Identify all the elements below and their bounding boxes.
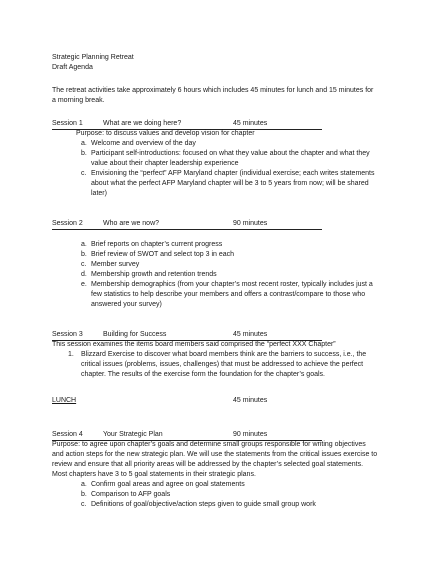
- session-purpose: Purpose: to agree upon chapter’s goals and determine small groups responsible for writing objectives: [52, 441, 366, 448]
- item-marker: b.: [81, 251, 87, 258]
- session-purpose: review and ensure that all priority areas will be addressed by the chapter’s selected goal statements.: [52, 461, 364, 468]
- session-time: 90 minutes: [233, 220, 268, 227]
- item-marker: 1.: [68, 351, 74, 358]
- intro-line: a morning break.: [52, 97, 105, 104]
- session-title: Your Strategic Plan: [103, 431, 163, 438]
- item-marker: a.: [81, 481, 87, 488]
- session-description: This session examines the items board members said comprised the “perfect XXX Chapter”: [52, 341, 336, 348]
- item-text: critical issues (problems, issues, challenges) that must be addressed to achieve the perfect: [81, 361, 364, 368]
- session-time: 45 minutes: [233, 120, 268, 127]
- item-marker: a.: [81, 241, 87, 248]
- item-text: answered your survey): [91, 301, 162, 308]
- item-text: Membership demographics (from your chapter’s most recent roster, typically includes just a: [91, 281, 373, 288]
- session-time: 90 minutes: [233, 431, 268, 438]
- item-text: few statistics to help describe your members and offers a contrast/compare to those who: [91, 291, 366, 298]
- item-marker: e.: [81, 281, 87, 288]
- document-header: [52, 53, 402, 73]
- document-subtitle: Draft Agenda: [52, 64, 93, 71]
- list-item: [52, 490, 412, 500]
- session-4-body: [52, 440, 412, 510]
- list-item: [52, 169, 412, 199]
- lunch-label: LUNCH: [52, 397, 77, 404]
- list-item: [52, 500, 412, 510]
- item-text: Membership growth and retention trends: [91, 271, 217, 278]
- session-time: 45 minutes: [233, 331, 268, 338]
- list-item: [52, 250, 412, 260]
- item-marker: d.: [81, 271, 87, 278]
- list-item: [52, 280, 412, 310]
- list-item: [52, 149, 412, 169]
- item-text: Participant self-introductions: focused on what they value about the chapter and what they: [91, 150, 370, 157]
- item-marker: c.: [81, 261, 87, 268]
- session-purpose: Most chapters have 3 to 5 goal statements in their strategic plans.: [52, 471, 256, 478]
- item-text: Confirm goal areas and agree on goal statements: [91, 481, 245, 488]
- list-item: [52, 350, 412, 380]
- session-2-heading: [52, 219, 322, 230]
- session-title: Building for Success: [103, 331, 167, 338]
- session-3-body: [52, 340, 412, 380]
- lunch-row: [52, 396, 322, 406]
- item-text: chapter. The results of the exercise form the foundation for the chapter’s goals.: [81, 371, 325, 378]
- item-text: Brief reports on chapter’s current progress: [91, 241, 223, 248]
- intro-line: The retreat activities take approximately 6 hours which includes 45 minutes for lunch and 15 minutes for: [52, 87, 374, 94]
- list-item: [52, 139, 412, 149]
- item-marker: b.: [81, 150, 87, 157]
- session-name: Session 1: [52, 120, 83, 127]
- list-item: [52, 240, 412, 250]
- session-title: What are we doing here?: [103, 120, 182, 127]
- list-item: [52, 480, 412, 490]
- session-name: Session 3: [52, 331, 83, 338]
- lunch-time: 45 minutes: [233, 397, 268, 404]
- item-text: about what the perfect AFP Maryland chapter will be 3 to 5 years from now; will be shared: [91, 180, 369, 187]
- item-marker: b.: [81, 491, 87, 498]
- session-2-body: [52, 240, 412, 310]
- item-text: Definitions of goal/objective/action steps given to guide small group work: [91, 501, 316, 508]
- list-item: [52, 270, 412, 280]
- session-name: Session 2: [52, 220, 83, 227]
- session-title: Who are we now?: [103, 220, 160, 227]
- session-name: Session 4: [52, 431, 83, 438]
- session-purpose: and action steps for the new strategic plan. We will use the statements from the critical issues exercise to: [52, 451, 378, 458]
- item-text: Comparison to AFP goals: [91, 491, 171, 498]
- list-item: [52, 260, 412, 270]
- item-marker: a.: [81, 140, 87, 147]
- item-text: Envisioning the “perfect” AFP Maryland chapter (individual exercise; each writes statements: [91, 170, 375, 177]
- item-text: Welcome and overview of the day: [91, 140, 196, 147]
- intro-paragraph: [52, 86, 402, 106]
- item-text: value about their chapter leadership experience: [91, 160, 239, 167]
- item-marker: c.: [81, 170, 87, 177]
- session-purpose: Purpose: to discuss values and develop vision for chapter: [76, 130, 255, 137]
- item-text: Brief review of SWOT and select top 3 in each: [91, 251, 235, 258]
- item-text: Member survey: [91, 261, 140, 268]
- item-text: later): [91, 190, 107, 197]
- item-marker: c.: [81, 501, 87, 508]
- session-1-body: [52, 129, 412, 199]
- document-title: Strategic Planning Retreat: [52, 54, 134, 61]
- item-text: Blizzard Exercise to discover what board members think are the barriers to success, i.e., the: [81, 351, 367, 358]
